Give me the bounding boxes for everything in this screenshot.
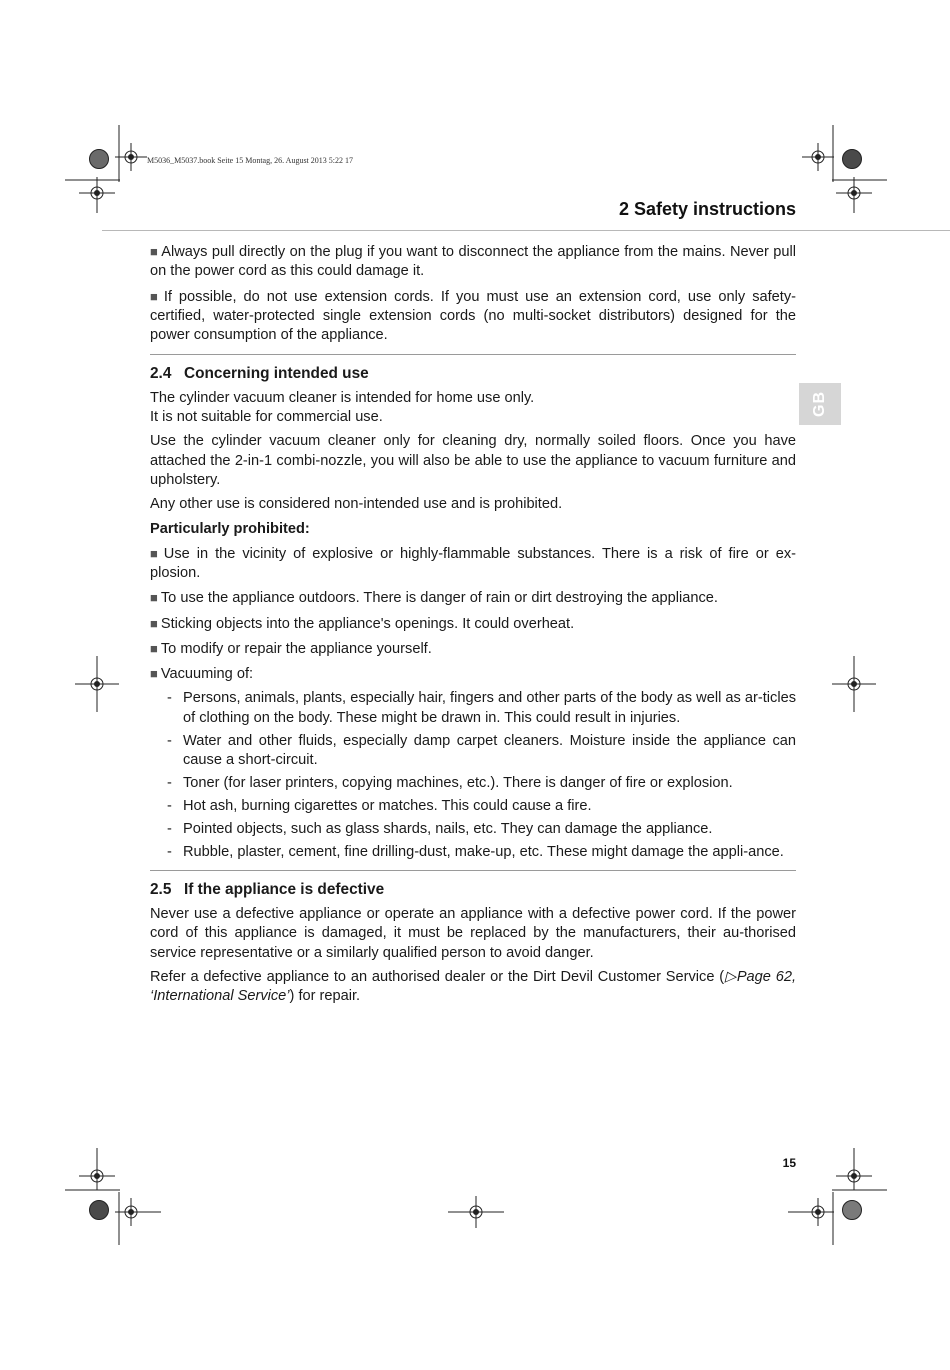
intended-use-paragraph: Use the cylinder vacuum cleaner only for cleaning dry, normally soiled floors. Once you have attached the 2-in-1 combi-nozzle, you will also be able to use the appliance to vacuum furniture and upholstery. — [150, 433, 796, 489]
section-divider — [150, 354, 796, 355]
section-number: 2.4 — [150, 364, 172, 382]
chapter-title: 2 Safety instructions — [618, 199, 796, 219]
language-tab — [799, 383, 841, 425]
list-item: - Water and other fluids, especially damp carpet cleaners. Moisture inside the appliance can cause a short-circuit. — [150, 732, 796, 771]
defective-paragraph: Never use a defective appliance or operate an appliance with a defective power cord. If the power cord of this appliance is damaged, it must be replaced by the manufacturers, their au-thorised service representative or a similarly qualified person to avoid danger. — [150, 906, 796, 961]
section-number: 2.5 — [150, 881, 172, 899]
defective-paragraph — [150, 968, 796, 1007]
section-heading-2-4 — [150, 364, 796, 384]
intended-use-paragraph — [150, 389, 796, 428]
print-info: M5036_M5037.book Seite 15 Montag, 26. August 2013 5:22 17 — [147, 156, 354, 165]
intended-use-paragraph: Any other use is considered non-intended use and is prohibited. — [150, 496, 563, 513]
list-item: - Hot ash, burning cigarettes or matches. This could cause a fire. — [150, 797, 796, 816]
page-number: 15 — [782, 1156, 796, 1170]
prohibited-bullet: ■ Vacuuming of: — [150, 664, 796, 684]
intro-bullet: ■ If possible, do not use extension cords. If you must use an extension cord, use only safety-certified, water-protected single extension cords (no multi-socket distributors) designed for the power consumption of the appliance. — [150, 287, 796, 346]
prohibited-bullet: ■ Use in the vicinity of explosive or highly-flammable substances. There is a risk of fire or ex-plosion. — [150, 544, 796, 584]
defective-text: Refer a defective appliance to an authorised dealer or the Dirt Devil Customer Service ( — [150, 969, 725, 986]
section-title: Concerning intended use — [184, 364, 369, 382]
prohibited-heading: Particularly prohibited: — [150, 520, 310, 537]
list-item: - Rubble, plaster, cement, fine drilling-dust, make-up, etc. These might damage the appli-ance. — [150, 843, 796, 862]
prohibited-bullet: ■ To modify or repair the appliance yourself. — [150, 639, 796, 659]
vacuuming-list — [150, 689, 796, 862]
intended-use-line: It is not suitable for commercial use. — [150, 409, 383, 426]
intro-bullet: ■ Always pull directly on the plug if you want to disconnect the appliance from the mains. Never pull on the power cord as this could damage it. — [150, 242, 796, 282]
language-tab-label: GB — [811, 391, 828, 417]
section-divider — [150, 870, 796, 871]
list-item: - Toner (for laser printers, copying machines, etc.). There is danger of fire or explosion. — [150, 774, 796, 793]
prohibited-bullet: ■ To use the appliance outdoors. There is danger of rain or dirt destroying the appliance. — [150, 588, 796, 608]
page-reference-link[interactable]: ▷Page 62, ‘International Service’ — [150, 969, 796, 1005]
list-item: - Pointed objects, such as glass shards, nails, etc. They can damage the appliance. — [150, 820, 796, 839]
defective-text: ) for repair. — [289, 988, 361, 1005]
page-content — [150, 242, 796, 1012]
intended-use-line: The cylinder vacuum cleaner is intended for home use only. — [150, 389, 535, 406]
header-divider — [102, 230, 950, 231]
section-heading-2-5 — [150, 880, 796, 900]
prohibited-bullet: ■ Sticking objects into the appliance's openings. It could overheat. — [150, 614, 796, 634]
list-item: - Persons, animals, plants, especially hair, fingers and other parts of the body as well as ar-ticles of clothing on the body. These might be drawn in. This could result in injuries. — [150, 689, 796, 728]
section-title: If the appliance is defective — [184, 881, 385, 899]
